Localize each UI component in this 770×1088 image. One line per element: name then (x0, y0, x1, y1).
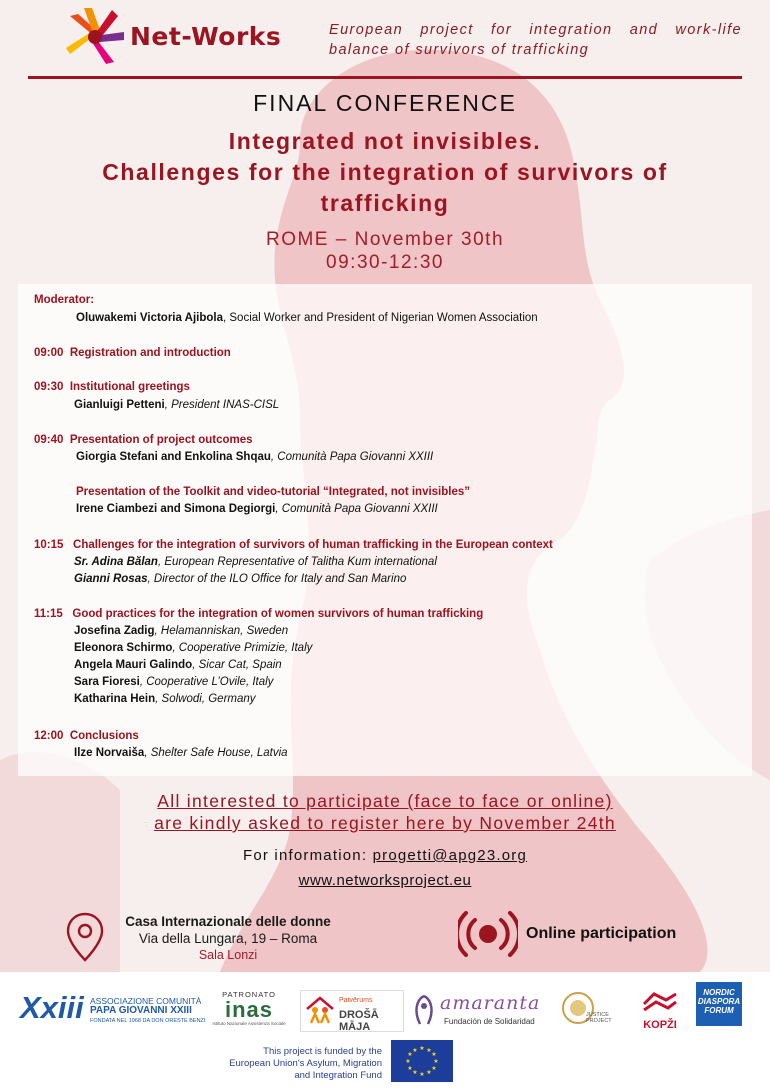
session-title: Registration and introduction (69, 347, 231, 359)
amaranta-mark: amaranta (440, 992, 541, 1014)
moderator-line (76, 312, 538, 324)
speaker-line (74, 693, 256, 705)
speaker-role: , Solwodi, Germany (155, 693, 256, 705)
svg-text:★: ★ (407, 1065, 413, 1072)
header-divider (28, 76, 742, 79)
venue-room: Sala Lonzi (198, 948, 258, 962)
inas-logo (208, 990, 290, 1030)
programme-panel (18, 284, 752, 776)
speaker-line (76, 503, 438, 515)
session-title: Conclusions (69, 730, 139, 742)
justice-project-text: JUSTICE PROJECT (586, 1012, 612, 1024)
session-title: Institutional greetings (69, 381, 190, 393)
speaker-line (76, 451, 433, 463)
inas-sub-text: Istituto Nazionale Assistenza Sociale (212, 1021, 286, 1026)
amaranta-logo (410, 990, 550, 1030)
speaker-name: Irene Ciambezi and Simona Degiorgi (76, 503, 276, 515)
speaker-name: Eleonora Schirmo (74, 642, 173, 654)
speaker-line (74, 573, 406, 585)
session-time: 09:30 (34, 381, 64, 393)
speaker-role: , Sicar Cat, Spain (192, 659, 282, 671)
apg23-text-line: FONDATA NEL 1968 DA DON ORESTE BENZI (90, 1018, 206, 1024)
speaker-role: , Helamanniskan, Sweden (154, 625, 289, 637)
speaker-line (74, 625, 288, 637)
kopzi-text: KOPŽI (643, 1019, 677, 1031)
registration-line-2[interactable]: are kindly asked to register here by November 24th (154, 813, 616, 833)
svg-text:★: ★ (431, 1051, 437, 1058)
hands-icon (640, 990, 680, 1014)
amaranta-sub-text: Fundación de Solidaridad (444, 1017, 535, 1026)
apg23-text-line: ASSOCIAZIONE COMUNITÀ (90, 996, 202, 1006)
speaker-line (74, 676, 273, 688)
drosa-maja-text-small: Patvērums (339, 997, 373, 1004)
live-broadcast-icon (458, 910, 518, 958)
justice-project-logo (556, 990, 626, 1030)
session-challenges (34, 539, 553, 551)
place-date-time (0, 228, 770, 274)
email-link[interactable]: progetti@apg23.org (372, 847, 528, 864)
session-time: 09:40 (34, 434, 64, 446)
networks-logo-text: Net-Works (130, 22, 282, 51)
project-tagline: European project for integration and work-life balance of survivors of trafficking (329, 22, 742, 58)
speaker-name: Giorgia Stefani and Enkolina Shqau (76, 451, 271, 463)
venue-address: Via della Lungara, 19 – Roma (138, 931, 318, 946)
speaker-role: , Comunità Papa Giovanni XXIII (275, 503, 438, 515)
session-greetings (34, 381, 190, 393)
speaker-role: , Shelter Safe House, Latvia (144, 747, 288, 759)
svg-text:★: ★ (419, 1071, 425, 1078)
session-good-practices (34, 608, 483, 620)
conference-title-line-2: Challenges for the integration of survivors of trafficking (102, 159, 668, 216)
drosa-maja-logo (300, 990, 404, 1032)
info-label: For information: (242, 847, 368, 864)
svg-text:★: ★ (412, 1047, 418, 1054)
svg-text:★: ★ (433, 1058, 439, 1065)
speaker-name: Angela Mauri Galindo (74, 659, 193, 671)
apg23-mark: Xxiii (20, 990, 84, 1025)
speaker-role: , President INAS-CISL (164, 399, 280, 411)
svg-text:★: ★ (426, 1069, 432, 1076)
speaker-name: Katharina Hein (74, 693, 156, 705)
session-time: 09:00 (34, 347, 64, 359)
speaker-name: Gianni Rosas (74, 573, 148, 585)
session-title: Challenges for the integration of survivors of human trafficking in the European context (73, 539, 553, 551)
website-link[interactable]: www.networksproject.eu (298, 872, 472, 889)
speaker-name: Gianluigi Petteni (74, 399, 165, 411)
apg23-text-line: PAPA GIOVANNI XXIII (90, 1005, 192, 1016)
session-time: 12:00 (34, 730, 64, 742)
amaranta-figure-icon (412, 992, 436, 1028)
speaker-role: , European Representative of Talitha Kum international (157, 556, 437, 568)
speaker-name: Josefina Zadig (74, 625, 155, 637)
conference-title-line-1: Integrated not invisibles. (228, 128, 542, 154)
moderator-label: Moderator: (34, 294, 95, 306)
svg-text:★: ★ (426, 1047, 432, 1054)
speaker-line (74, 642, 312, 654)
eu-flag-icon (391, 1040, 453, 1082)
svg-text:★: ★ (431, 1065, 437, 1072)
speaker-line (74, 556, 437, 568)
speaker-line (74, 659, 282, 671)
kopzi-logo (634, 990, 686, 1030)
conference-title (40, 126, 730, 219)
online-participation-label: Online participation (526, 925, 677, 942)
header (0, 0, 770, 80)
session-toolkit: Presentation of the Toolkit and video-tutorial “Integrated, not invisibles” (76, 486, 471, 498)
inas-top-text: PATRONATO (222, 990, 276, 999)
venue-block (108, 913, 348, 964)
registration-link[interactable] (0, 790, 770, 834)
eu-funding-statement: This project is funded by the European Union's Asylum, Migration and Integration Fund (229, 1046, 382, 1081)
session-outcomes (34, 434, 253, 446)
svg-text:★: ★ (412, 1069, 418, 1076)
svg-text:★: ★ (407, 1051, 413, 1058)
speaker-role: , Comunità Papa Giovanni XXIII (270, 451, 434, 463)
house-people-icon (305, 995, 335, 1025)
apg23-logo (20, 990, 206, 1030)
speaker-role: , Director of the ILO Office for Italy and San Marino (147, 573, 407, 585)
registration-line-1[interactable]: All interested to participate (face to face or online) (157, 791, 613, 811)
session-time: 11:15 (34, 608, 63, 620)
session-title: Good practices for the integration of women survivors of human trafficking (72, 608, 484, 620)
speaker-role: , Social Worker and President of Nigerian Women Association (223, 312, 538, 324)
speaker-name: Sr. Adina Bălan (74, 556, 158, 568)
speaker-name: Ilze Norvaiša (74, 747, 145, 759)
session-registration (34, 347, 231, 359)
location-pin-icon (66, 912, 104, 962)
session-time: 10:15 (34, 539, 64, 551)
speaker-line (74, 399, 279, 411)
speaker-role: , Cooperative L’Ovile, Italy (139, 676, 274, 688)
final-conference-label: FINAL CONFERENCE (253, 90, 517, 116)
svg-text:★: ★ (405, 1058, 411, 1065)
venue-name: Casa Internazionale delle donne (125, 914, 331, 929)
session-conclusions (34, 730, 139, 742)
speaker-name: Oluwakemi Victoria Ajibola (76, 312, 223, 324)
drosa-maja-text: DROŠĀ MĀJA (339, 1009, 379, 1033)
nordic-diaspora-forum-logo: NORDIC DIASPORA FORUM (696, 982, 742, 1026)
inas-mark: inas (224, 997, 274, 1022)
svg-text:★: ★ (419, 1045, 425, 1052)
speaker-role: , Cooperative Primizie, Italy (172, 642, 313, 654)
speaker-line (74, 747, 288, 759)
place-date: ROME – November 30th (265, 229, 505, 250)
speaker-name: Sara Fioresi (74, 676, 140, 688)
session-title: Presentation of project outcomes (69, 434, 253, 446)
time-range: 09:30-12:30 (326, 252, 444, 273)
info-line (0, 847, 770, 864)
apg23-text (90, 996, 210, 1026)
